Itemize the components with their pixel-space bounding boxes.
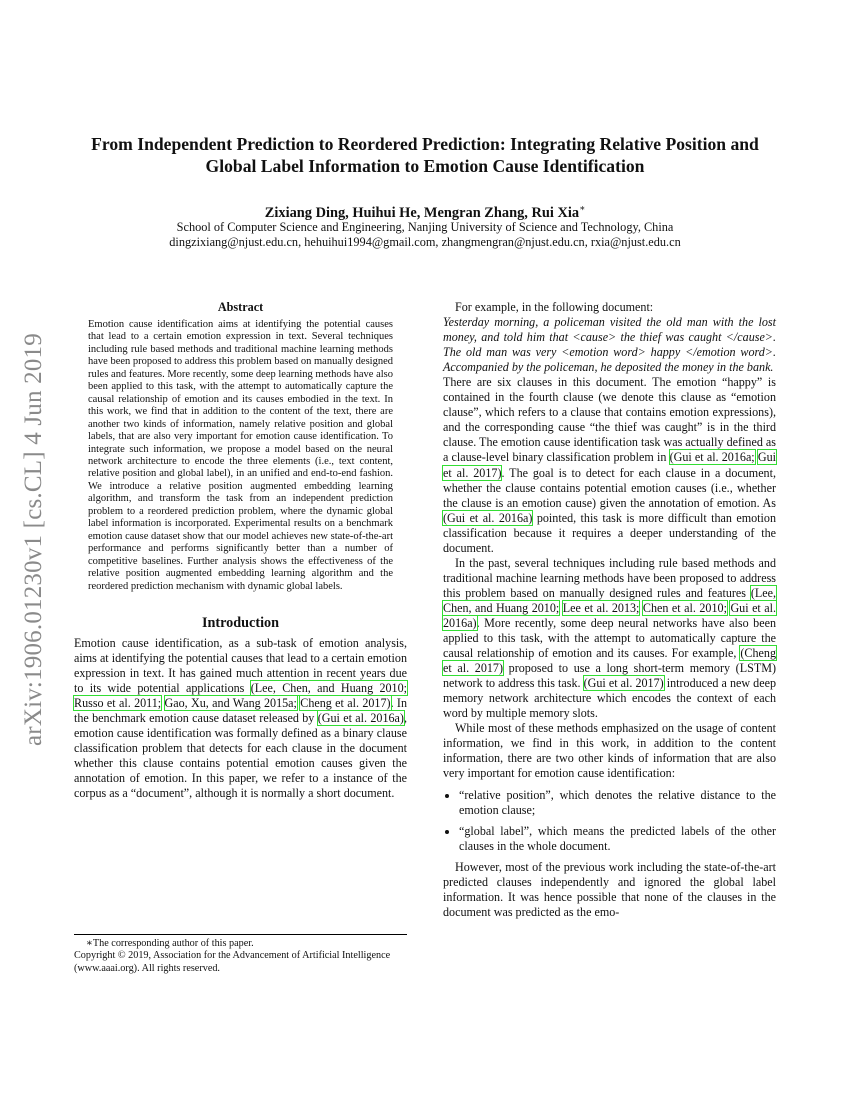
citation-link[interactable]: Lee et al. 2013; bbox=[562, 600, 640, 615]
p3-text-c: proposed to use a long short-term memory (LSTM) network to address this task. bbox=[443, 661, 776, 691]
author-names: Zixiang Ding, Huihui He, Mengran Zhang, Rui Xia bbox=[264, 204, 580, 221]
affiliation: School of Computer Science and Engineering, Nanjing University of Science and Technology, China bbox=[176, 220, 674, 234]
p3-text-d: introduced a new deep memory network architecture which encodes the context of each word by multiple memory slots. bbox=[443, 676, 776, 721]
intro-p1-text-a: Emotion cause identification, as a sub-task of emotion analysis, aims at identifying the potential causes that lead to a certain emotion expression in text. It has gained much attention in recent years due to its wide potential applications bbox=[74, 635, 407, 696]
intro-p1-text-c: , emotion cause identification was formally defined as a binary clause classification problem that detects for each clause in the document whether this clause contains potential emotion causes given the annotation of emotion. In this paper, we refer to a instance of the corpus as a “document”, although it is normally a short document. bbox=[74, 711, 407, 801]
p3-text-a: In the past, several techniques including rule based methods and traditional machine learning methods have been proposed to address this problem based on manually designed rules and features bbox=[443, 555, 776, 600]
example-intro: For example, in the following document: bbox=[455, 300, 654, 314]
introduction-heading: Introduction bbox=[202, 614, 279, 631]
paragraph-past-techniques bbox=[443, 556, 776, 722]
list-item: • “relative position”, which denotes the relative distance to the emotion clause; bbox=[459, 788, 776, 818]
paper-title: From Independent Prediction to Reordered Prediction: Integrating Relative Position and Global Label Information to Emotion Cause Identification bbox=[91, 134, 759, 176]
arxiv-identifier: arXiv:1906.01230v1 [cs.CL] 4 Jun 2019 bbox=[20, 333, 47, 747]
citation-link[interactable]: (Gui et al. 2016a) bbox=[443, 510, 533, 525]
left-column bbox=[74, 300, 407, 801]
citation-link[interactable]: (Lee, Chen, and Huang 2010; bbox=[250, 681, 407, 696]
intro-paragraph-1 bbox=[74, 636, 407, 802]
p2-text-b: . The goal is to detect for each clause in a document, whether the clause contains potential emotion causes (i.e., whether the clause is an emotion cause) given the annotation of emotion. As bbox=[443, 465, 776, 510]
citation-link[interactable]: Gui et al. 2016a) bbox=[443, 600, 777, 630]
corresponding-author-note: ∗The corresponding author of this paper. bbox=[86, 938, 254, 949]
citation-link[interactable]: (Gui et al. 2016a; bbox=[669, 450, 755, 465]
citation-link[interactable]: (Gui et al. 2017) bbox=[583, 676, 664, 691]
example-document: Yesterday morning, a policeman visited the old man with the lost money, and told him that <cause> the thief was caught </cause>. The old man was very <emotion word> happy </emotion word>. Accompanied by the policeman, he deposited the money in the bank. bbox=[443, 315, 776, 375]
paragraph-clauses bbox=[443, 375, 776, 556]
citation-link[interactable]: Russo et al. 2011; bbox=[74, 696, 162, 711]
p2-text-a: There are six clauses in this document. The emotion “happy” is contained in the fourth clause (we denote this clause as “emotion clause”, which refers to a clause that contains emotion expressions), and the corresponding cause “the thief was caught” is in the third clause. The emotion cause identification task was actually defined as a clause-level binary classification problem in bbox=[443, 375, 776, 465]
abstract-heading: Abstract bbox=[217, 300, 264, 314]
corresponding-mark: ∗ bbox=[579, 203, 586, 213]
citation-link[interactable]: Gui et al. 2017) bbox=[443, 450, 776, 480]
citation-link[interactable]: Gao, Xu, and Wang 2015a; bbox=[164, 696, 297, 711]
citation-link[interactable]: (Lee, Chen, and Huang 2010; bbox=[443, 585, 776, 615]
copyright-notice: Copyright © 2019, Association for the Advancement of Artificial Intelligence (www.aaai.org). All rights reserved. bbox=[74, 950, 391, 974]
footnote-block bbox=[74, 934, 407, 975]
affiliation-block bbox=[75, 220, 775, 250]
citation-link[interactable]: Cheng et al. 2017) bbox=[300, 696, 391, 711]
list-item: • “global label”, which means the predicted labels of the other clauses in the whole document. bbox=[459, 824, 776, 854]
author-list bbox=[75, 203, 775, 222]
citation-link[interactable]: Chen et al. 2010; bbox=[642, 600, 727, 615]
author-emails: dingzixiang@njust.edu.cn, hehuihui1994@gmail.com, zhangmengran@njust.edu.cn, rxia@njust.edu.cn bbox=[169, 235, 681, 249]
intro-p1-text-b: . In the benchmark emotion cause dataset released by bbox=[74, 696, 407, 726]
citation-link[interactable]: (Gui et al. 2016a) bbox=[317, 711, 404, 726]
information-list bbox=[443, 788, 776, 854]
abstract-text: Emotion cause identification aims at identifying the potential causes that lead to a certain emotion expression in text. Several techniques including rule based methods and traditional machine learning methods have been proposed to address this problem based on manually designed rules and features. More recently, some deep learning methods have also been applied to this task, with the attempt to automatically capture the causal relationship of emotion and its causes embodied in the text. In this work, we find that in addition to the content of the text, there are another two kinds of information, namely relative position and global labels, that are also very important for emotion cause identification. To integrate such information, we propose a model based on the neural network architecture to encode the three elements (i.e., text content, relative position and global label), in an unified and end-to-end fashion. We introduce a relative position augmented embedding learning algorithm, and transform the task from an independent prediction problem to a reordered prediction problem, where the dynamic global label information is incorporated. Experimental results on a benchmark emotion cause dataset show that our model achieves new state-of-the-art performance and performs significantly better than a number of competitive baselines. Further analysis shows the effectiveness of the relative position augmented embedding learning algorithm and the reordered prediction mechanism with dynamic global labels. bbox=[88, 319, 394, 592]
right-column bbox=[443, 300, 776, 920]
paragraph-previous-work: However, most of the previous work including the state-of-the-art predicted clauses independently and ignored the global label information. It was hence possible that none of the clauses in the document was predicted as the emo- bbox=[443, 859, 776, 919]
citation-link[interactable]: (Cheng et al. 2017) bbox=[443, 646, 776, 676]
paragraph-information-kinds: While most of these methods emphasized on the usage of content information, we find in this work, in addition to the content information, there are two other kinds of information that are also very important for emotion cause identification: bbox=[443, 721, 776, 781]
p2-text-c: pointed, this task is more difficult than emotion classification because it requires a deeper understanding of the document. bbox=[443, 510, 776, 555]
p3-text-b: . More recently, some deep neural networks have also been applied to this task, with the attempt to automatically capture the causal relationship of emotion and its causes. For example, bbox=[443, 615, 776, 661]
